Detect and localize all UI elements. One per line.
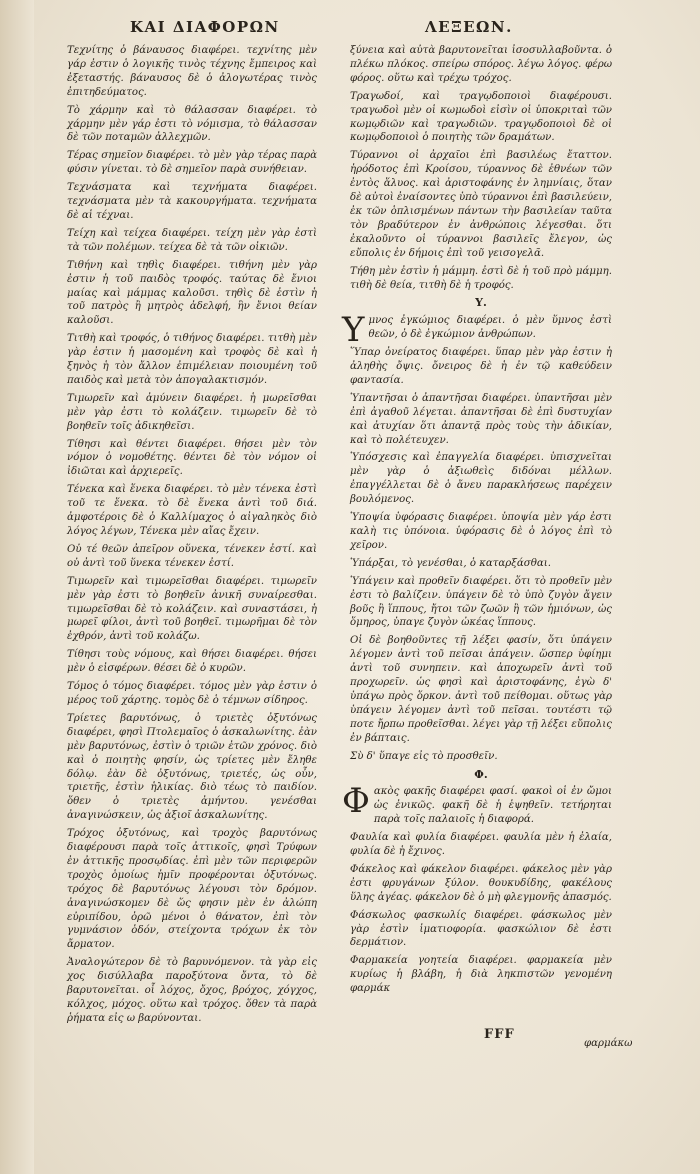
entry-tithesi: Τίθησι καὶ θέντει διαφέρει. θήσει μὲν τὸν νόμον ὁ νομοθέτης. θέντει δὲ τὸν νόμον οἱ ἰδιῶται καὶ ἀρχιερεῖς. <box>67 438 317 478</box>
entry-teras: Τέρας σημεῖον διαφέρει. τὸ μὲν γὰρ τέρας παρὰ φύσιν γίνεται. τὸ δὲ σημεῖον παρὰ συνήθειαν. <box>67 150 317 176</box>
binding-gutter <box>0 0 34 1174</box>
dropcap-phi: Φ <box>342 781 370 822</box>
entry-tyrannoi: Τύραννοι οἱ ἀρχαῖοι ἐπὶ βασιλέως ἔταττον. ἡρόδοτος ἐπὶ Κροίσου, τύραννος δὲ ἐθνέων τῶν ἐντὸς ἅλυος. καὶ ἀριστοφάνης ἐν λημνίαις, ὅταν δὲ αὐτοὶ ἐναίσοντες ὑπὸ τύραννοι ἐπὶ βασιλεύειν, ἐκ τῶν ὁπλισμένων πάντων τὴν βασιλείαν ταῦτα τὸν βραδύτερον ἐν ἀνθρώποις λέγεσθαι. ὅτι ἐκαλοῦντο οἱ τύραννοι βασιλεῖς ἔλεγον, ὡς εὔπολις ἐν δήμοις ἐπὶ τοῦ γεισογελᾶ. <box>350 150 612 259</box>
entry-teiche: Τείχη καὶ τείχεα διαφέρει. τείχη μὲν γὰρ ἐστὶ τὰ τῶν πολέμων. τείχεα δὲ τὰ τῶν οἰκιῶν. <box>67 227 317 253</box>
entry-phakos <box>342 781 612 827</box>
entry-tithesi-nomous: Τίθησι τοὺς νόμους, καὶ θήσει διαφέρει. θήσει μὲν ὁ εἰσφέρων. θέσει δὲ ὁ κυρῶν. <box>67 649 317 675</box>
entry-hypantesai: Ὑπαντῆσαι ὁ ἀπαντῆσαι διαφέρει. ὑπαντῆσαι μὲν ἐπὶ ἀγαθοῦ λέγεται. ἀπαντῆσαι δὲ ἐπὶ δυστυχίαν καὶ ἀτυχίαν ὅτι ἀπαντᾷ πρὸς τοὺς τὴν ἀδικίαν, καὶ τὸ πολέτευχεν. <box>350 392 612 446</box>
entry-hyposchesis: Ὑπόσχεσις καὶ ἐπαγγελία διαφέρει. ὑπισχνεῖται μὲν γὰρ ὁ ἀξιωθεὶς διδόναι μέλλων. ἐπαγγέλλεται δὲ ὁ ἄνευ παρακλήσεως παρέχειν βουλόμενος. <box>350 452 612 506</box>
entry-hypopsia: Ὑποψία ὑφόρασις διαφέρει. ὑποψία μὲν γάρ ἐστι καλὴ τις ὑπόνοια. ὑφόρασις δὲ ὁ λόγος ἐπὶ τὸ χεῖρον. <box>350 512 612 551</box>
running-head-left: ΚΑΙ ΔΙΑΦΟΡΩΝ <box>130 18 280 36</box>
entry-pharmakeia: Φαρμακεία γοητεία διαφέρει. φαρμακεία μὲν κυρίως ἡ βλάβη, ἡ διὰ ληκπιστῶν γενομένη φαρμάκ <box>350 955 612 995</box>
entry-phakelos: Φάκελος καὶ φάκελον διαφέρει. φάκελος μὲν γὰρ ἐστι φρυγάνων ξύλον. θουκυδίδης, φακέλους ὕλης ἀγέας. φάκελον δὲ ὁ μὴ φλεγμονῆς ἀπασμός. <box>350 863 612 903</box>
catchword: φαρμάκω <box>584 1038 633 1049</box>
entry-timorein: Τιμωρεῖν καὶ ἀμύνειν διαφέρει. ἡ μωρεῖσθαι μὲν γὰρ ἐστι τὸ κολάζειν. τιμωρεῖν δὲ τὸ βοηθεῖν τοῖς ἀδικηθεῖσι. <box>67 392 317 432</box>
entry-tithene: Τιθήνη καὶ τηθὶς διαφέρει. τιθήνη μὲν γὰρ ἐστιν ἡ τοῦ παιδὸς τροφός. ταύτας δὲ ἔνιοι μαίας καὶ μάμμας καλοῦσι. τηθὶς δὲ ἐστὶν ἡ τοῦ πατρὸς ἢ μητρὸς ἀδελφή, ἣν ἔνιοι θείαν καλοῦσι. <box>67 259 317 327</box>
entry-hyparxai: Ὑπάρξαι, τὸ γενέσθαι, ὁ καταρξάσθαι. <box>350 557 551 569</box>
entry-phaulia: Φαυλία καὶ φυλία διαφέρει. φαυλία μὲν ἡ ἐλαία, φυλία δὲ ἡ ἔχινος. <box>350 832 612 858</box>
entry-tomos: Τόμος ὁ τόμος διαφέρει. τόμος μὲν γὰρ ἐστιν ὁ μέρος τοῦ χάρτης. τομὸς δὲ ὁ τέμνων σίδηρος. <box>67 681 317 706</box>
entry-tragodoi: Τραγωδοί, καὶ τραγῳδοποιοὶ διαφέρουσι. τραγωδοὶ μὲν οἱ κωμωδοὶ εἰσὶν οἱ ὑποκριταὶ τῶν κωμῳδιῶν καὶ τραγωδιῶν. τραγῳδοποιοὶ δὲ οἱ κωμῳδοποιοὶ ὁ ποιητὴς τῶν δραμάτων. <box>350 90 612 144</box>
entry-tethe: Τήθη μὲν ἐστὶν ἡ μάμμη. ἐστὶ δὲ ἡ τοῦ πρὸ μάμμη. τιθὴ δὲ θεία, τιτθὴ δὲ ἡ τροφός. <box>350 265 612 291</box>
left-column <box>67 44 317 1030</box>
entry-xyneia: ξύνεια καὶ αὐτὰ βαρυτονεῖται ἰσοσυλλαβοῦντα. ὁ πλέκω πλόκος. σπείρω σπόρος. λέγω λόγος. φέρω φόρος. οὕτω καὶ τρέχω τρόχος. <box>350 45 612 84</box>
entry-trietes: Τρίετες βαρυτόνως, ὁ τριετὲς ὀξυτόνως διαφέρει, φησὶ Πτολεμαῖος ὁ ἀσκαλωνίτης. ἐὰν μὲν βαρυτόνως, ἐστὶν ὁ τριῶν ἐτῶν χρόνος. διὸ καὶ ὁ ποιητὴς φησίν, ὡς τρίετες μὲν ἔληθε δόλῳ. ἐὰν δὲ ὀξυτόνως, τριετές, ὡς οὖν, τριετῆς, ἐστὶν ἡλικίας. διὸ τέως τὸ παιδίον. ὅθεν ὁ τριετὲς ἀμήντου. γενέσθαι ἀναγινώσκειν, ὡς ἀξιοῖ ἀσκαλωνίτης. <box>67 712 317 822</box>
entry-technasmata: Τεχνάσματα καὶ τεχνήματα διαφέρει. τεχνάσματα μὲν τὰ κακουργήματα. τεχνήματα δὲ αἱ τέχναι. <box>67 182 317 221</box>
entry-text: μνος ἐγκώμιος διαφέρει. ὁ μὲν ὕμνος ἐστὶ θεῶν, ὁ δὲ ἐγκώμιον ἀνθρώπων. <box>368 315 612 341</box>
section-mark-upsilon: Υ. <box>475 296 487 310</box>
dropcap-upsilon: Υ <box>342 310 365 351</box>
entry-charmen: Τὸ χάρμην καὶ τὸ θάλασσαν διαφέρει. τὸ χάρμην μὲν γάρ ἐστι τὸ νόμισμα, τὸ θάλασσαν δὲ τῶν ποταμῶν ἀλλεχμῶν. <box>67 104 317 144</box>
entry-teneka: Τένεκα καὶ ἕνεκα διαφέρει. τὸ μὲν τένεκα ἐστὶ τοῦ τε ἕνεκα. τὸ δὲ ἕνεκα ἀντὶ τοῦ διά. ἀμφοτέροις δὲ ὁ Καλλίμαχος ὁ αἰγαληκὸς διὸ λόγος λέγων, Τένεκα μὲν αἴας ἔχειν. <box>67 484 317 537</box>
entry-analogoteron: Ἀναλογώτερον δὲ τὸ βαρυνόμενον. τὰ γὰρ εἰς χος δισύλλαβα παροξύτονα ὄντα, τὸ δὲ βαρυτονεῖται. οἷ λόχος, ὄχος, βρόχος, χόγχος, κόλχος, μόχος. οὕτω καὶ τρόχος. ὅθεν τὰ παρὰ ῥήματα εἰς ω βαρύνονται. <box>67 957 317 1024</box>
running-head-right: ΛΕΞΕΩΝ. <box>425 18 513 36</box>
section-mark-phi: Φ. <box>474 767 488 781</box>
entry-timoreisthai: Τιμωρεῖν καὶ τιμωρεῖσθαι διαφέρει. τιμωρεῖν μὲν γὰρ ἐστι τὸ βοηθεῖν ἀνικῆ συναίρεσθαι. τιμωρεῖσθαι δὲ τὸ κολάζειν. καὶ συναστάσει, ἡ μωρεῖ φίλοι, ἀντὶ τοῦ βοηθεῖ. τιμωρῆμαι δὲ τὸν ἐχθρόν, ἀντὶ τοῦ κολάζω. <box>67 575 317 643</box>
entry-boethountes: Οἱ δὲ βοηθοῦντες τῇ λέξει φασίν, ὅτι ὑπάγειν λέγομεν ἀντὶ τοῦ πεῖσαι ἀπάγειν. ὥσπερ ὑφίημι ἀντὶ τοῦ συνηπειν. καὶ ἀποχωρεῖν ἀντὶ τοῦ προχωρεῖν. ὡς φησὶ καὶ ἀριστοφάνης, ἐγὼ δ' ὑπάγω πρὸς ὅρκον. ἀντὶ τοῦ πείθομαι. οὕτως γὰρ ὑπάγειν λέγομεν ἀντὶ τοῦ πεῖσαι. τουτέστι τῷ ποτε ἤρπω προθεῖσθαι. λέγει γὰρ τῇ λέξει εὔπολις ἐν βάπταις. <box>350 635 612 744</box>
entry-technitis: Τεχνίτης ὁ βάναυσος διαφέρει. τεχνίτης μὲν γάρ ἐστιν ὁ λογικῆς τινὸς τέχνης ἔμπειρος καὶ ἐξεταστής. βάναυσος δὲ ὁ ἀλογωτέρας τινὸς ἐπιτηδεύματος. <box>67 45 317 98</box>
entry-hymnos <box>342 310 612 351</box>
entry-text: ακὸς φακῆς διαφέρει φασί. φακοὶ οἱ ἐν ὤμοι ὡς ἐνικῶς. φακῆ δὲ ἡ ἑψηθεῖν. τετήρηται παρὰ τοῖς παλαιοῖς ἡ διαφορά. <box>373 786 612 826</box>
entry-trochos: Τρόχος ὀξυτόνως, καὶ τροχὸς βαρυτόνως διαφέρουσι παρὰ τοῖς ἀττικοῖς, φησὶ Τρύφων ἐν ἀττικῆς προσῳδίας. ἐπὶ μὲν τῶν περιφερῶν τροχὸς ὁμοίως ἡμῖν προφέρονται ὀξυτόνως. τρόχος δὲ βαρυτόνως λέγουσι τὸν δρόμον. ἀναγινώσκομεν δὲ ὥς φησιν μὲν ἐν ἀλώπη εὐριπίδου, ὁρῶ μένοι ὁ θάνατον, ἐπὶ τὸν γυμνάσιον ὁδόν, στείχοντα τρόχων ἐκ τὸν ἄρματον. <box>67 828 317 951</box>
entry-ou-te: Οὐ τέ θεῶν ἀπεῖρον οὕνεκα, τένεκεν ἐστί. καὶ οὐ ἀντὶ τοῦ ὕνεκα τένεκεν ἐστί. <box>67 543 317 569</box>
right-column <box>342 44 612 1000</box>
entry-hypar: Ὕπαρ ὀνείρατος διαφέρει. ὕπαρ μὲν γὰρ ἐστιν ἡ ἀληθὴς ὄψις. ὄνειρος δὲ ἡ ἐν τῷ καθεύδειν φαντασία. <box>350 347 612 386</box>
entry-phaskolos: Φάσκωλος φασκωλίς διαφέρει. φάσκωλος μὲν γὰρ ἐστὶν ἱματιοφορία. φασκώλιον δὲ ἐστι δερμάτιον. <box>350 909 612 949</box>
entry-hypagein: Ὑπάγειν καὶ προθεῖν διαφέρει. ὅτι τὸ προθεῖν μὲν ἐστι τὸ βαλίζειν. ὑπάγειν δὲ τὸ ὑπὸ ζυγὸν ἄγειν βοῦς ἢ ἵππους, ἤτοι τῶν ζωῶν ἢ τῶν ἡμιόνων, ὡς ὅμηρος, ὑπαγε ζυγὸν ὠκέας ἵππους. <box>350 575 612 629</box>
entry-sy-hypage: Σὺ δ' ὕπαγε εἰς τὸ προσθεῖν. <box>350 750 498 762</box>
entry-titthe: Τιτθὴ καὶ τροφός, ὁ τιθήνος διαφέρει. τιτθὴ μὲν γὰρ ἐστιν ἡ μασομένη καὶ τροφὸς δὲ καὶ ἡ ξηνὸς ἡ τὸν ἄλλον ἐπιμέλειαν ποιουμένη τοῦ παιδὸς καὶ μετὰ τὸν ἀπογαλακτισμόν. <box>67 333 317 386</box>
signature-mark: FFF <box>484 1027 515 1042</box>
